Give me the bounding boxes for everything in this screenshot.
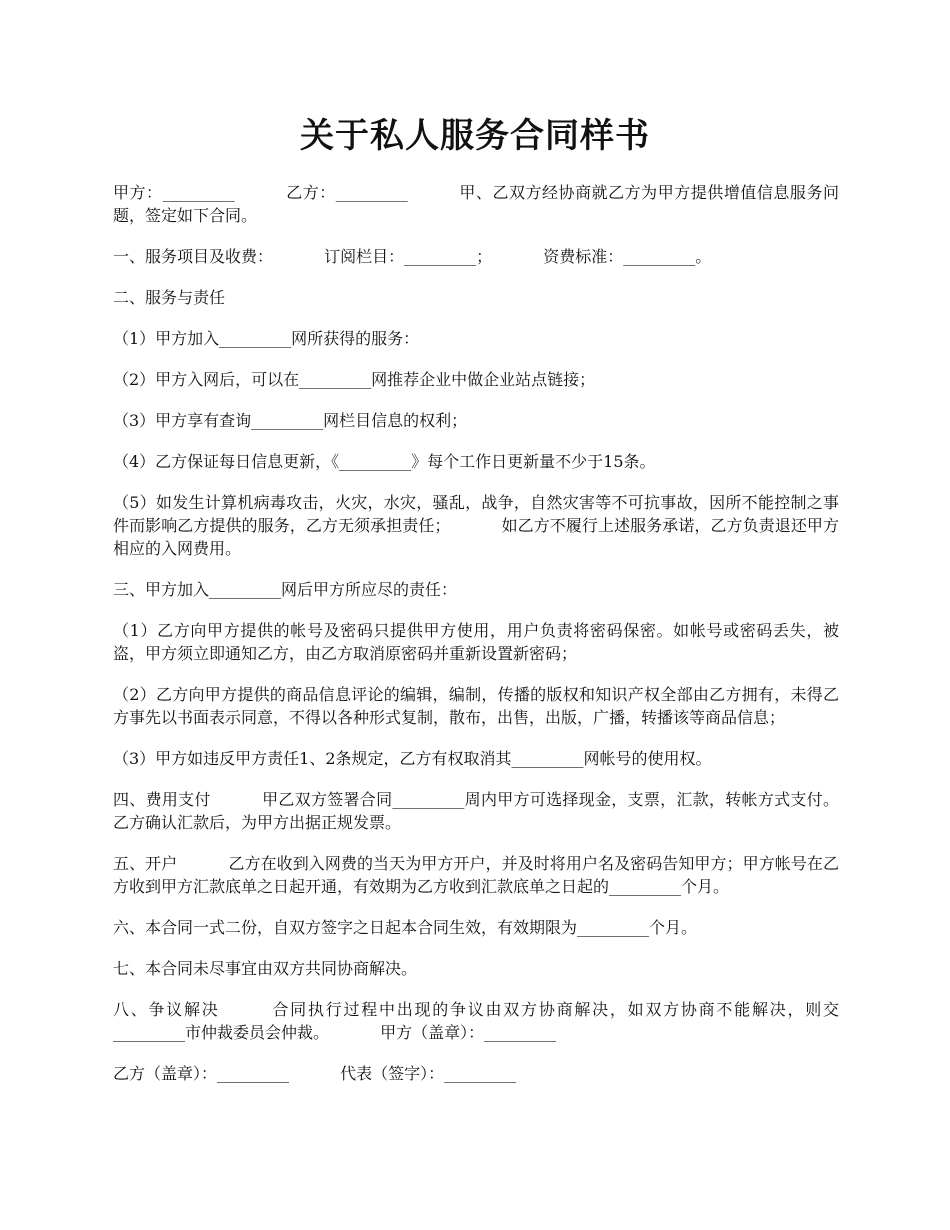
fee-standard-field: 资费标准：_________。 — [543, 247, 712, 266]
party-b-seal-field: 乙方（盖章）：_________ — [113, 1064, 290, 1083]
clause-2-3: （3）甲方享有查询_________网栏目信息的权利； — [113, 411, 468, 430]
section-8-paragraph — [113, 998, 839, 1044]
intro-text: 甲、乙双方经协商就乙方为甲方提供增值信息服务问题，签定如下合同。 — [113, 183, 839, 225]
document-title: 关于私人服务合同样书 — [300, 116, 650, 156]
parties-paragraph — [113, 181, 839, 227]
clause-2-2: （2）甲方入网后，可以在_________网推荐企业中做企业站点链接； — [113, 370, 596, 389]
section-5-text: 乙方在收到入网费的当天为甲方开户，并及时将用户名及密码告知甲方；甲方帐号在乙方收到甲方汇款底单之日起开通，有效期为乙方收到汇款底单之日起的_________个月。 — [113, 854, 839, 896]
clause-2-4: （4）乙方保证每日信息更新，《_________》每个工作日更新量不少于15条。 — [113, 452, 656, 471]
party-a-seal-field: 甲方（盖章）：_________ — [380, 1023, 557, 1042]
section-3-heading: 三、甲方加入_________网后甲方所应尽的责任： — [113, 580, 458, 599]
party-a-field: 甲方：_________ — [113, 183, 235, 202]
clause-3-3: （3）甲方如违反甲方责任1、2条规定，乙方有权取消其_________网帐号的使用权。 — [113, 749, 712, 768]
clause-3-2: （2）乙方向甲方提供的商品信息评论的编辑，编制，传播的版权和知识产权全部由乙方拥有，未得乙方事先以书面表示同意，不得以各种形式复制，散布，出售，出版，广播，转播该等商品信息； — [113, 685, 839, 727]
clause-2-5-refund: 如乙方不履行上述服务承诺，乙方负责退还甲方相应的入网费用。 — [113, 516, 839, 558]
section-5-heading: 五、开户 — [113, 854, 178, 873]
section-8-text: 合同执行过程中出现的争议由双方协商解决，如双方协商不能解决，则交_________市仲裁委员会仲裁。 — [113, 1000, 839, 1042]
section-4-paragraph — [113, 788, 839, 834]
clause-3-1: （1）乙方向甲方提供的帐号及密码只提供甲方使用，用户负责将密码保密。如帐号或密码丢失，被盗，甲方须立即通知乙方，由乙方取消原密码并重新设置新密码； — [113, 621, 839, 663]
clause-2-5-text: （5）如发生计算机病毒攻击，火灾，水灾，骚乱，战争，自然灾害等不可抗事故，因所不能控制之事件而影响乙方提供的服务，乙方无须承担责任； — [113, 493, 839, 535]
section-7-paragraph: 七、本合同未尽事宜由双方共同协商解决。 — [113, 959, 418, 978]
section-1-heading: 一、服务项目及收费： — [113, 247, 274, 266]
section-4-text: 甲乙双方签署合同_________周内甲方可选择现金，支票，汇款，转帐方式支付。乙方确认汇款后，为甲方出据正规发票。 — [113, 790, 839, 832]
representative-signature-field: 代表（签字）：_________ — [340, 1064, 517, 1083]
section-2-heading: 二、服务与责任 — [113, 288, 226, 307]
signature-paragraph — [113, 1062, 839, 1085]
subscription-field: 订阅栏目：_________； — [324, 247, 493, 266]
section-8-heading: 八、争议解决 — [113, 1000, 220, 1019]
section-4-heading: 四、费用支付 — [113, 790, 211, 809]
clause-2-1: （1）甲方加入_________网所获得的服务： — [113, 329, 420, 348]
document-body — [113, 181, 839, 1103]
section-1-paragraph — [113, 245, 839, 268]
clause-2-5 — [113, 491, 839, 560]
section-6-paragraph: 六、本合同一式二份，自双方签字之日起本合同生效，有效期限为_________个月。 — [113, 918, 698, 937]
party-b-field: 乙方：_________ — [286, 183, 408, 202]
section-5-paragraph — [113, 852, 839, 898]
